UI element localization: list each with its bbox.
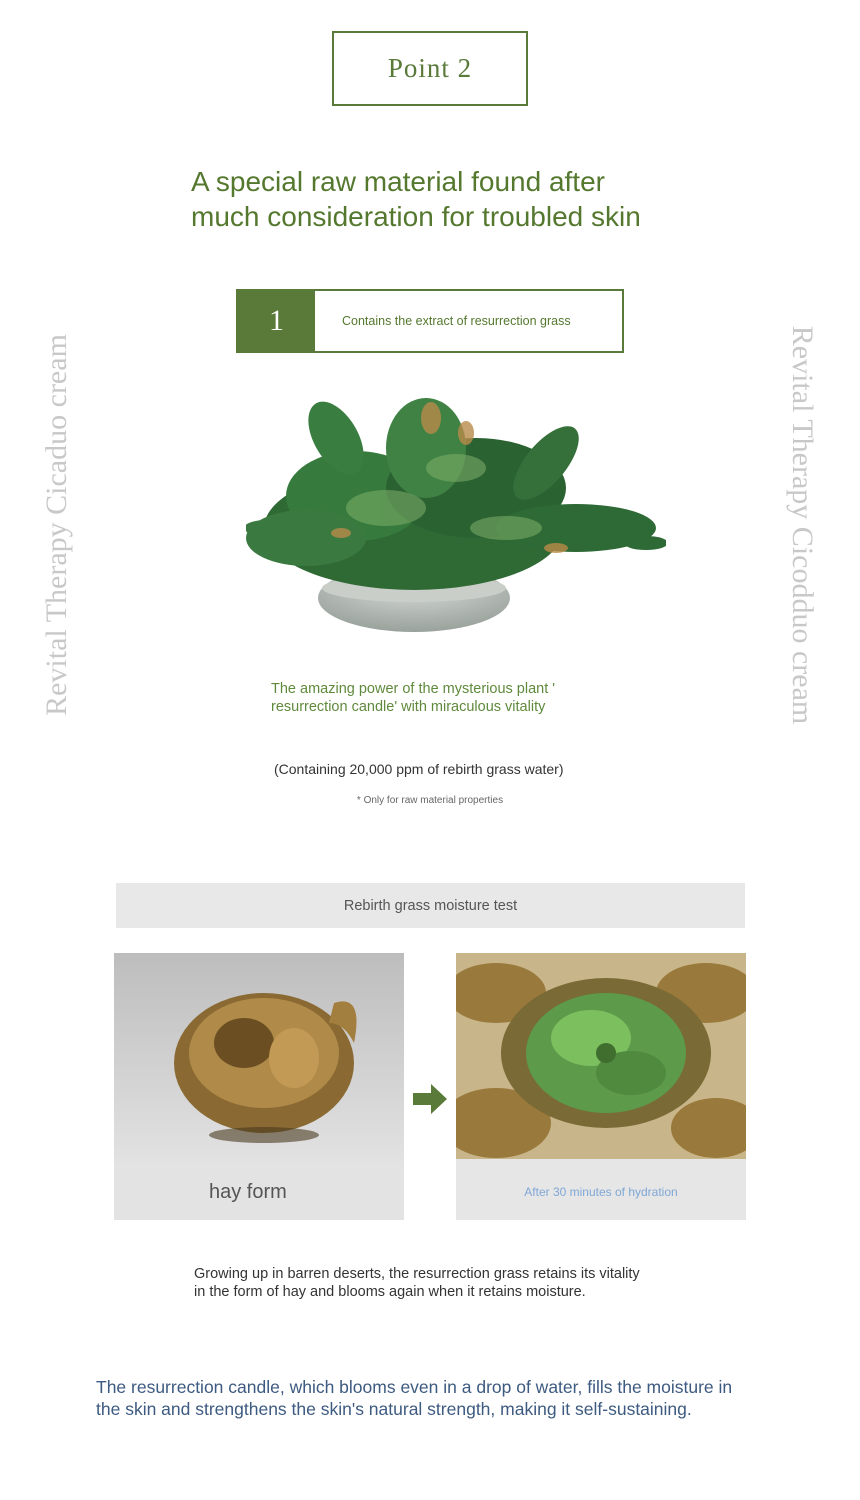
- before-panel: [114, 953, 404, 1220]
- moisture-test-title: Rebirth grass moisture test: [116, 883, 745, 928]
- headline-line-2: much consideration for troubled skin: [191, 201, 641, 232]
- plant-caption-line-1: The amazing power of the mysterious plant ': [271, 681, 556, 697]
- side-text-left: Revital Therapy Cicaduo cream: [40, 334, 73, 716]
- closing-statement: [96, 1376, 776, 1420]
- point-label: Point 2: [332, 31, 528, 106]
- plant-caption: [271, 680, 611, 716]
- description-line-2: in the form of hay and blooms again when it retains moisture.: [194, 1284, 586, 1300]
- containing-text: (Containing 20,000 ppm of rebirth grass water): [274, 761, 564, 777]
- dry-plant-image: [114, 953, 404, 1163]
- feature-banner: [236, 289, 624, 353]
- plant-caption-line-2: resurrection candle' with miraculous vitality: [271, 699, 546, 715]
- hydrated-plant-image: [456, 953, 746, 1159]
- feature-number: 1: [238, 291, 315, 351]
- closing-line-2: the skin and strengthens the skin's natural strength, making it self-sustaining.: [96, 1399, 692, 1419]
- arrow-right-icon: [413, 1084, 447, 1114]
- raw-material-note: * Only for raw material properties: [356, 795, 504, 806]
- after-panel: [456, 953, 746, 1220]
- feature-text: Contains the extract of resurrection grass: [342, 314, 571, 328]
- after-label: After 30 minutes of hydration: [524, 1185, 678, 1199]
- headline: [191, 164, 711, 234]
- closing-line-1: The resurrection candle, which blooms even in a drop of water, fills the moisture in: [96, 1377, 733, 1397]
- side-text-right: Revital Therapy Cicodduo cream: [786, 325, 819, 725]
- resurrection-plant-image: [246, 378, 666, 640]
- before-label: hay form: [209, 1181, 287, 1203]
- description: [194, 1265, 714, 1301]
- headline-line-1: A special raw material found after: [191, 166, 605, 197]
- description-line-1: Growing up in barren deserts, the resurrection grass retains its vitality: [194, 1266, 640, 1282]
